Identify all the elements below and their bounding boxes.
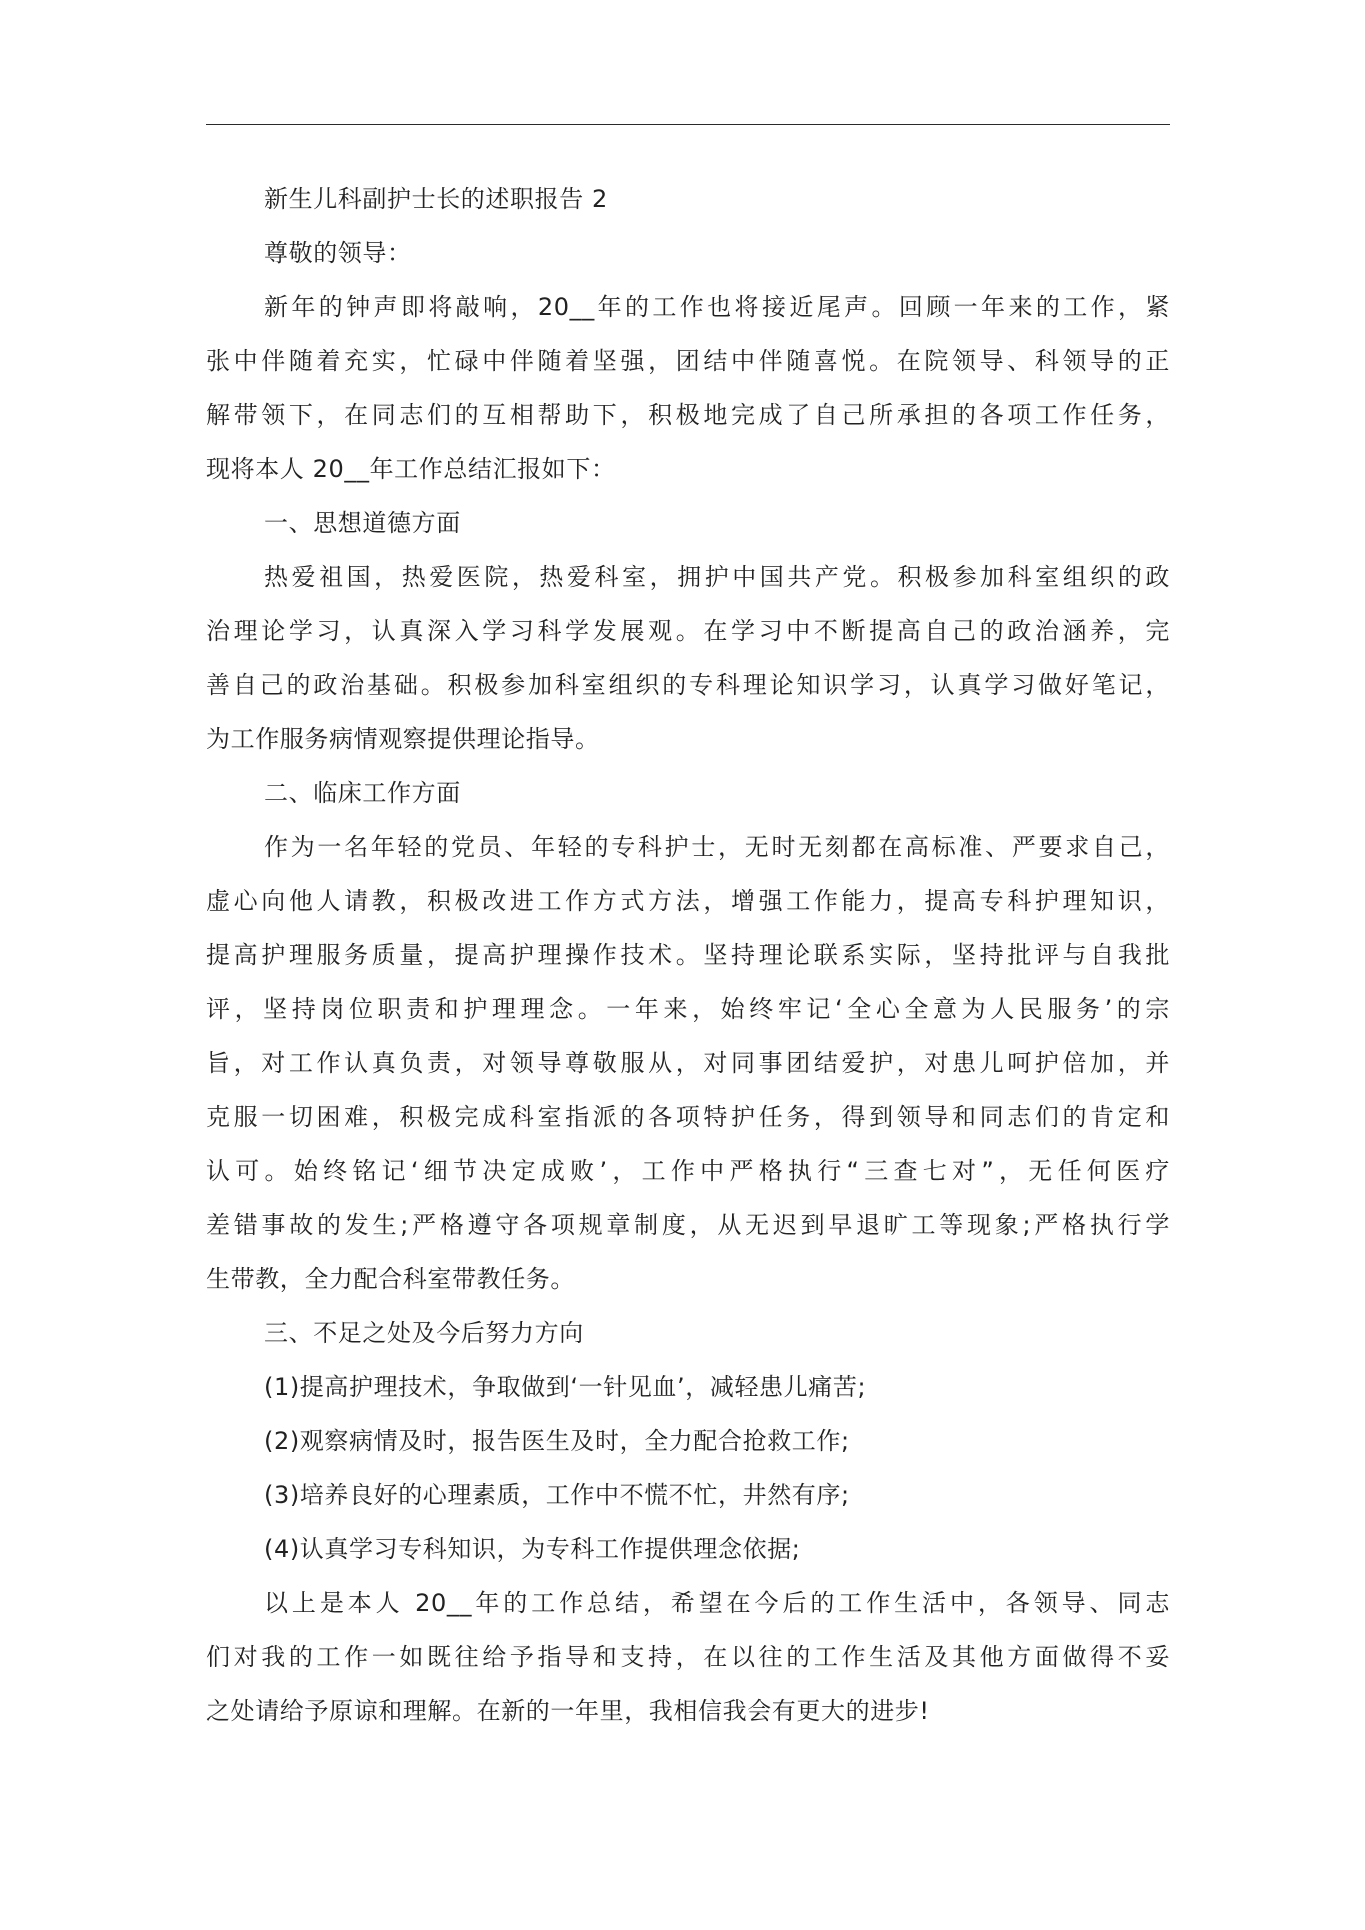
document-title: 新生儿科副护士长的述职报告 2 <box>264 185 608 213</box>
section-heading-1: 一、思想道德方面 <box>264 509 461 537</box>
intro-paragraph <box>206 280 1170 496</box>
paragraph-line: 为工作服务病情观察提供理论指导。 <box>206 725 600 753</box>
paragraph-line: 现将本人 20__年工作总结汇报如下： <box>206 455 616 483</box>
paragraph-line: 作为一名年轻的党员、年轻的专科护士，无时无刻都在高标准、严要求自己， <box>264 833 1170 861</box>
paragraph-line: 张中伴随着充实，忙碌中伴随着坚强，团结中伴随喜悦。在院领导、科领导的正 <box>206 347 1170 375</box>
report-body <box>206 172 1170 1738</box>
list-item: (1)提高护理技术，争取做到‘一针见血’，减轻患儿痛苦; <box>264 1373 867 1401</box>
list-item: (4)认真学习专科知识，为专科工作提供理念依据; <box>264 1535 801 1563</box>
paragraph-line: 虚心向他人请教，积极改进工作方式方法，增强工作能力，提高专科护理知识， <box>206 887 1170 915</box>
paragraph-line: 旨，对工作认真负责，对领导尊敬服从，对同事团结爱护，对患儿呵护倍加，并 <box>206 1049 1170 1077</box>
paragraph-line: 提高护理服务质量，提高护理操作技术。坚持理论联系实际，坚持批评与自我批 <box>206 941 1170 969</box>
header-rule <box>206 124 1170 125</box>
list-item: (3)培养良好的心理素质，工作中不慌不忙，井然有序; <box>264 1481 850 1509</box>
paragraph-line: 评，坚持岗位职责和护理理念。一年来，始终牢记‘全心全意为人民服务’的宗 <box>206 995 1170 1023</box>
section-1-paragraph <box>206 550 1170 766</box>
section-heading-2: 二、临床工作方面 <box>264 779 461 807</box>
paragraph-line: 差错事故的发生;严格遵守各项规章制度，从无迟到早退旷工等现象;严格执行学 <box>206 1211 1170 1239</box>
section-2-paragraph <box>206 820 1170 1306</box>
paragraph-line: 之处请给予原谅和理解。在新的一年里，我相信我会有更大的进步! <box>206 1697 930 1725</box>
improvement-list <box>206 1360 1170 1576</box>
paragraph-line: 克服一切困难，积极完成科室指派的各项特护任务，得到领导和同志们的肯定和 <box>206 1103 1170 1131</box>
list-item: (2)观察病情及时，报告医生及时，全力配合抢救工作; <box>264 1427 850 1455</box>
paragraph-line: 热爱祖国，热爱医院，热爱科室，拥护中国共产党。积极参加科室组织的政 <box>264 563 1170 591</box>
section-heading-3: 三、不足之处及今后努力方向 <box>264 1319 584 1347</box>
paragraph-line: 解带领下，在同志们的互相帮助下，积极地完成了自己所承担的各项工作任务， <box>206 401 1170 429</box>
paragraph-line: 生带教，全力配合科室带教任务。 <box>206 1265 575 1293</box>
paragraph-line: 善自己的政治基础。积极参加科室组织的专科理论知识学习，认真学习做好笔记， <box>206 671 1170 699</box>
paragraph-line: 认可。始终铭记‘细节决定成败’，工作中严格执行“三查七对”，无任何医疗 <box>206 1157 1170 1185</box>
paragraph-line: 治理论学习，认真深入学习科学发展观。在学习中不断提高自己的政治涵养，完 <box>206 617 1170 645</box>
paragraph-line: 以上是本人 20__年的工作总结，希望在今后的工作生活中，各领导、同志 <box>264 1589 1170 1617</box>
paragraph-line: 新年的钟声即将敲响，20__年的工作也将接近尾声。回顾一年来的工作，紧 <box>264 293 1170 321</box>
closing-paragraph <box>206 1576 1170 1738</box>
paragraph-line: 们对我的工作一如既往给予指导和支持，在以往的工作生活及其他方面做得不妥 <box>206 1643 1170 1671</box>
salutation: 尊敬的领导： <box>264 239 412 267</box>
